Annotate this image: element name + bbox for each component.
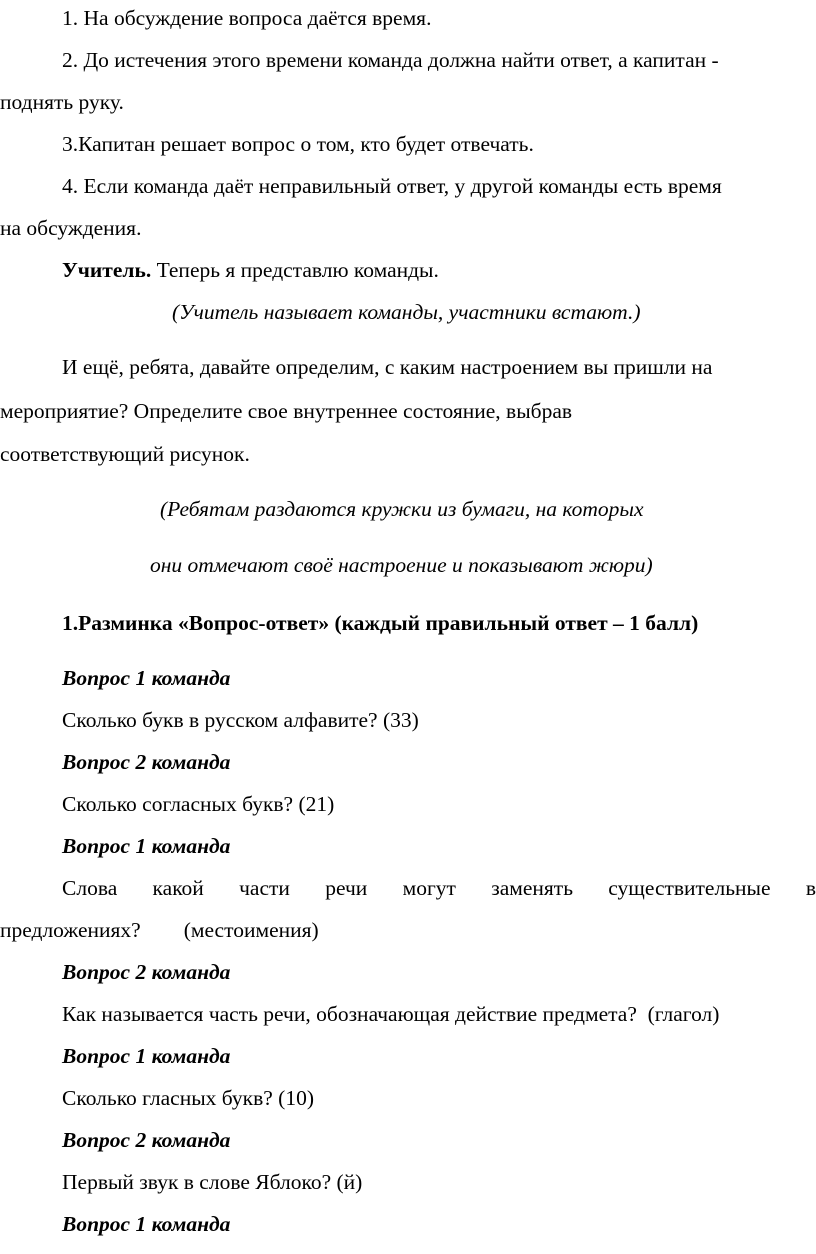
question-word: могут [402,876,456,900]
rule-2-line-2: поднять руку. [0,90,124,114]
rule-1: 1. На обсуждение вопроса даётся время. [62,6,432,30]
rule-4-line-2: на обсуждения. [0,216,142,240]
question-text: Сколько гласных букв? (10) [62,1086,314,1110]
question-word: в [805,876,816,900]
mood-line-3: соответствующий рисунок. [0,442,250,466]
question-text: предложениях? (местоимения) [0,918,319,942]
question-team-label: Вопрос 2 команда [62,750,231,774]
rule-2-line-1: 2. До истечения этого времени команда должна найти ответ, а капитан - [62,48,719,72]
question-word: части [239,876,290,900]
teacher-stage-direction: (Учитель называет команды, участники встают.) [172,300,641,324]
teacher-label: Учитель. [62,258,152,282]
rule-3: 3.Капитан решает вопрос о том, кто будет отвечать. [62,132,534,156]
question-team-label: Вопрос 1 команда [62,1212,231,1236]
question-text: Первый звук в слове Яблоко? (й) [62,1170,363,1194]
mood-line-2: мероприятие? Определите свое внутреннее состояние, выбрав [0,399,573,423]
question-word: заменять [491,876,573,900]
question-text: Сколько букв в русском алфавите? (33) [62,708,419,732]
warmup-heading: 1.Разминка «Вопрос-ответ» (каждый правильный ответ – 1 балл) [62,611,699,635]
mood-line-1: И ещё, ребята, давайте определим, с каким настроением вы пришли на [62,355,713,379]
question-team-label: Вопрос 2 команда [62,1128,231,1152]
question-team-label: Вопрос 1 команда [62,834,231,858]
question-word: какой [152,876,204,900]
question-team-label: Вопрос 2 команда [62,960,231,984]
question-word: существительные [608,876,771,900]
question-word: речи [325,876,368,900]
question-team-label: Вопрос 1 команда [62,666,231,690]
mood-direction-line-1: (Ребятам раздаются кружки из бумаги, на которых [160,497,644,521]
question-text: Как называется часть речи, обозначающая действие предмета? (глагол) [62,1002,720,1026]
teacher-line [62,257,439,283]
question-text: Сколько согласных букв? (21) [62,792,335,816]
question-text-justified [62,875,816,901]
mood-direction-line-2: они отмечают своё настроение и показывают жюри) [150,553,653,577]
question-team-label: Вопрос 1 команда [62,1044,231,1068]
rule-4-line-1: 4. Если команда даёт неправильный ответ, у другой команды есть время [62,174,722,198]
teacher-text: Теперь я представлю команды. [151,258,439,282]
question-word: Слова [62,876,118,900]
